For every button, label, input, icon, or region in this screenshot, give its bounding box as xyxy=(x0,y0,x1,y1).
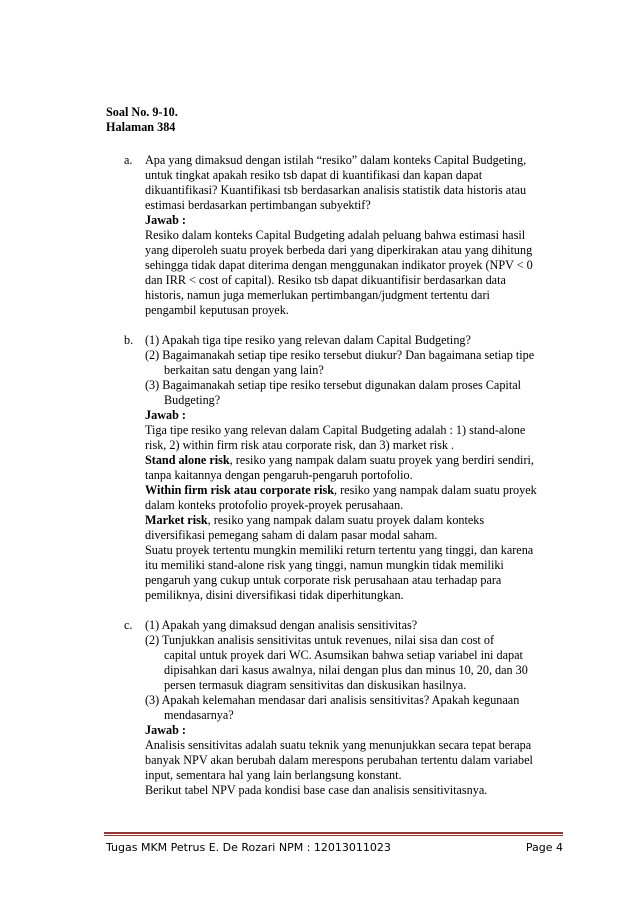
section-a-question-line: Apa yang dimaksud dengan istilah “resiko” dalam konteks Capital Budgeting, xyxy=(145,153,527,167)
section-c-question-2: (2) Tunjukkan analisis sensitivitas untuk revenues, nilai sisa dan cost of xyxy=(145,633,494,647)
within-firm-risk-term: Within firm risk atau corporate risk xyxy=(145,483,335,497)
section-a-answer-line: sehingga tidak dapat diterima dengan menggunakan indikator proyek (NPV < 0 xyxy=(145,258,533,272)
section-b-question-1: (1) Apakah tiga tipe resiko yang relevan dalam Capital Budgeting? xyxy=(145,333,471,347)
section-c-answer-line: banyak NPV akan berubah dalam merespons perubahan tertentu dalam variabel xyxy=(145,753,533,767)
document-title: Soal No. 9-10. xyxy=(106,105,178,119)
within-firm-risk-line xyxy=(145,483,537,497)
section-a-question-line: estimasi berdasarkan pertimbangan subyektif? xyxy=(145,198,371,212)
section-c-question-1: (1) Apakah yang dimaksud dengan analisis sensitivitas? xyxy=(145,618,418,632)
section-b-closing-line: itu memiliki stand-alone risk yang tinggi, namun mungkin tidak memiliki xyxy=(145,558,504,572)
section-c-question-2-cont: capital untuk proyek dari WC. Asumsikan bahwa setiap variabel ini dapat xyxy=(164,648,523,662)
section-c-answer-line: Berikut tabel NPV pada kondisi base case dan analisis sensitivitasnya. xyxy=(145,783,488,797)
footer-left-text: Tugas MKM Petrus E. De Rozari NPM : 12013011023 xyxy=(106,841,391,854)
section-b-question-3: (3) Bagaimanakah setiap tipe resiko tersebut digunakan dalam proses Capital xyxy=(145,378,522,392)
page-number: Page 4 xyxy=(525,841,563,854)
section-c-answer-label: Jawab : xyxy=(145,723,186,737)
stand-alone-risk-line-2: tanpa kaitannya dengan pengaruh-pengaruh portofolio. xyxy=(145,468,413,482)
section-c-question-3-cont: mendasarnya? xyxy=(164,708,234,722)
stand-alone-risk-line xyxy=(145,453,534,467)
section-a-answer-line: dan IRR < cost of capital). Resiko tsb dapat dikuantifisir berdasarkan data xyxy=(145,273,506,287)
section-a-question-line: untuk tingkat apakah resiko tsb dapat di kuantifikasi dan kapan dapat xyxy=(145,168,483,182)
market-risk-line-2: diversifikasi pemegang saham di dalam pasar modal saham. xyxy=(145,528,438,542)
section-b-intro-line: Tiga tipe resiko yang relevan dalam Capital Budgeting adalah : 1) stand-alone xyxy=(145,423,526,437)
footer-rule-thin xyxy=(104,835,563,836)
section-b-closing-line: pemiliknya, disini diversifikasi tidak diperhitungkan. xyxy=(145,588,404,602)
section-b-question-2-cont: berkaitan satu dengan yang lain? xyxy=(164,363,324,377)
footer-rule xyxy=(104,832,563,834)
section-b-question-3-cont: Budgeting? xyxy=(164,393,221,407)
section-b-marker: b. xyxy=(124,333,134,347)
section-a-marker: a. xyxy=(124,153,133,167)
market-risk-term: Market risk xyxy=(145,513,208,527)
section-b-closing-line: Suatu proyek tertentu mungkin memiliki return tertentu yang tinggi, dan karena xyxy=(145,543,534,557)
section-c-question-2-cont: dipisahkan dari kasus awalnya, nilai dengan plus dan minus 10, 20, dan 30 xyxy=(164,663,528,677)
section-b-question-2: (2) Bagaimanakah setiap tipe resiko tersebut diukur? Dan bagaimana setiap tipe xyxy=(145,348,535,362)
section-c-answer-line: Analisis sensitivitas adalah suatu teknik yang menunjukkan secara tepat berapa xyxy=(145,738,532,752)
section-b-answer-label: Jawab : xyxy=(145,408,186,422)
market-risk-line xyxy=(145,513,484,527)
section-a-answer-label: Jawab : xyxy=(145,213,186,227)
section-b-closing-line: pengaruh yang cukup untuk corporate risk perusahaan atau terhadap para xyxy=(145,573,502,587)
section-a-question-line: dikuantifikasi? Kuantifikasi tsb berdasarkan analisis statistik data historis atau xyxy=(145,183,527,197)
section-a-answer-line: yang diperoleh suatu proyek berbeda dari yang diperkirakan atau yang dihitung xyxy=(145,243,533,257)
section-c-answer-line: input, sementara hal yang lain berlangsung konstant. xyxy=(145,768,402,782)
section-b-intro-line: risk, 2) within firm risk atau corporate risk, dan 3) market risk . xyxy=(145,438,455,452)
within-firm-risk-line-2: dalam konteks protofolio proyek-proyek perusahaan. xyxy=(145,498,404,512)
stand-alone-risk-term: Stand alone risk xyxy=(145,453,230,467)
section-a-answer-line: historis, namun juga memerlukan pertimbangan/judgment tertentu dari xyxy=(145,288,490,302)
stand-alone-risk-text: , resiko yang nampak dalam suatu proyek yang berdiri sendiri, xyxy=(229,453,534,467)
document-subtitle: Halaman 384 xyxy=(106,120,176,134)
market-risk-text: , resiko yang nampak dalam suatu proyek dalam konteks xyxy=(207,513,485,527)
section-c-question-2-cont: persen termasuk diagram sensitivitas dan diskusikan hasilnya. xyxy=(164,678,467,692)
within-firm-risk-text: , resiko yang nampak dalam suatu proyek xyxy=(334,483,537,497)
section-a-answer-line: pengambil keputusan proyek. xyxy=(145,303,289,317)
section-a-answer-line: Resiko dalam konteks Capital Budgeting adalah peluang bahwa estimasi hasil xyxy=(145,228,526,242)
section-c-question-3: (3) Apakah kelemahan mendasar dari analisis sensitivitas? Apakah kegunaan xyxy=(145,693,520,707)
section-c-marker: c. xyxy=(124,618,133,632)
